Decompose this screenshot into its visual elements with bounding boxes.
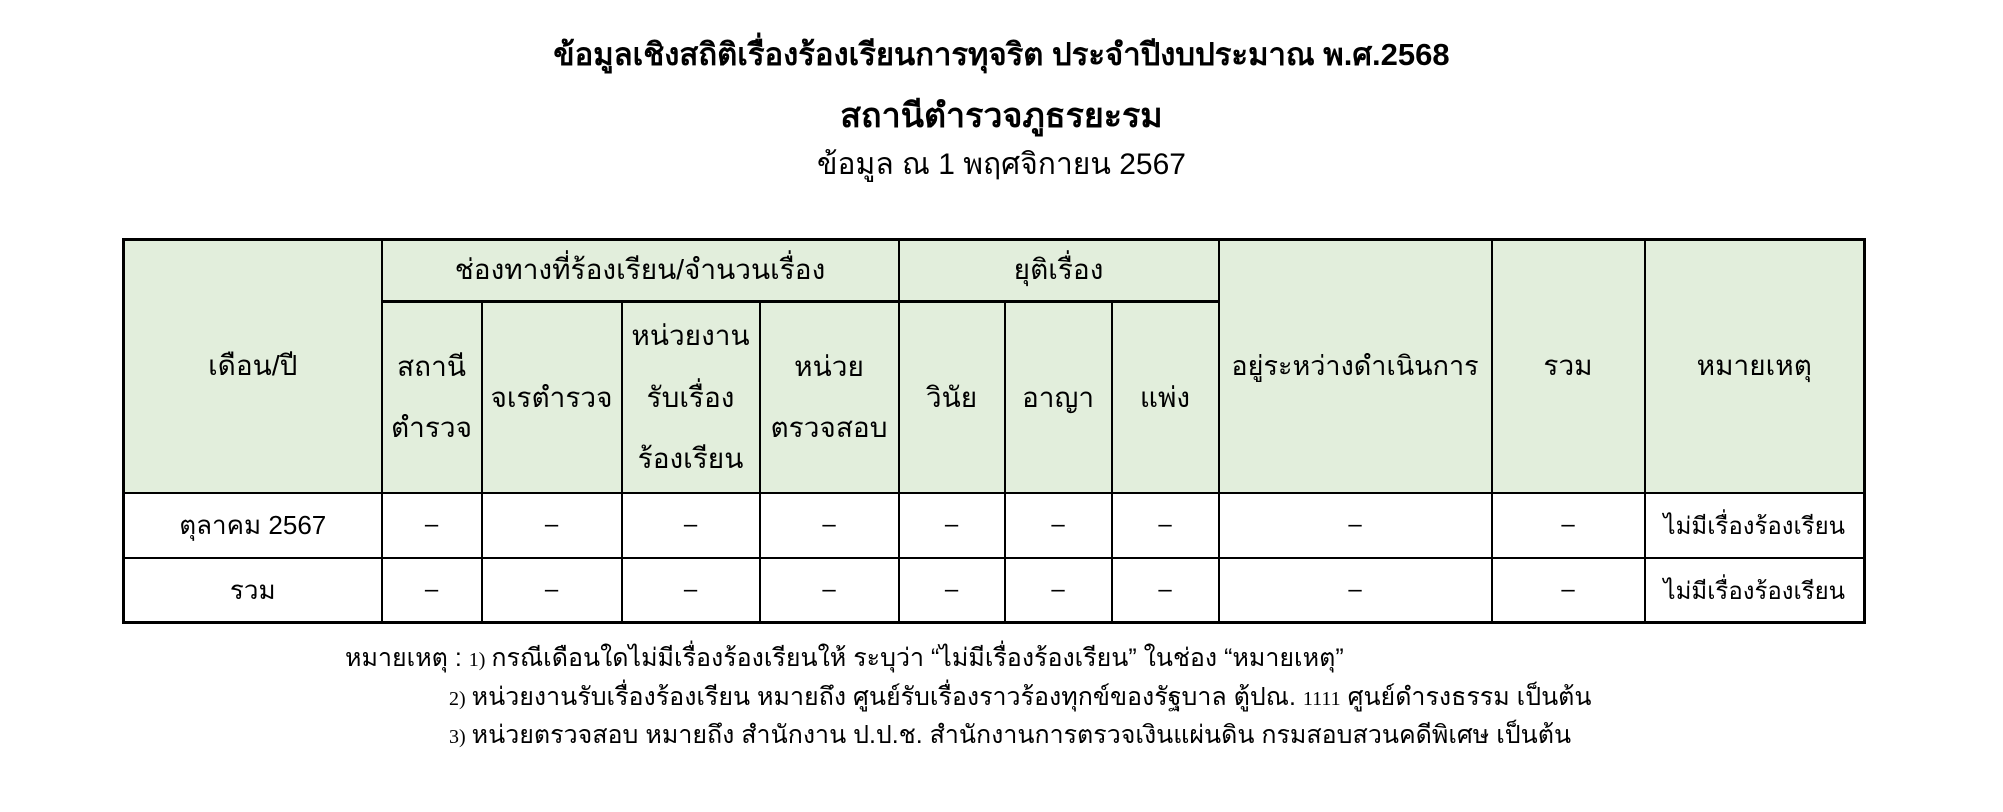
- remark-cell: ไม่มีเรื่องร้องเรียน: [1645, 558, 1865, 623]
- footnote-2-text-pre: หน่วยงานรับเรื่องร้องเรียน หมายถึง ศูนย์รับเรื่องราวร้องทุกข์ของรัฐบาล ตู้ปณ.: [471, 682, 1296, 711]
- footnote-3-number: 3): [449, 726, 466, 748]
- data-as-of-date: ข้อมูล ณ 1 พฤศจิกายน 2567: [817, 148, 1186, 181]
- header-resolved-group: ยุติเรื่อง: [899, 240, 1219, 302]
- complaint-statistics-table: [122, 238, 1866, 624]
- header-in-progress: อยู่ระหว่างดำเนินการ: [1219, 240, 1492, 493]
- table-cell: –: [1492, 493, 1645, 558]
- footnote-2-text-post: ศูนย์ดำรงธรรม เป็นต้น: [1347, 682, 1592, 711]
- footnote-1-number: 1): [468, 649, 486, 671]
- table-cell: –: [1112, 493, 1219, 558]
- footnote-2-po-box-number: 1111: [1302, 687, 1341, 710]
- table-cell: –: [482, 558, 622, 623]
- footnote-2: [449, 684, 1591, 712]
- report-title: ข้อมูลเชิงสถิติเรื่องร้องเรียนการทุจริต ประจำปีงบประมาณ พ.ศ.2568: [553, 37, 1450, 72]
- table-cell: –: [382, 558, 482, 623]
- table-cell: –: [1005, 558, 1112, 623]
- table-cell: –: [1112, 558, 1219, 623]
- table-cell: –: [622, 558, 760, 623]
- table-cell: –: [622, 493, 760, 558]
- header-month-year: เดือน/ปี: [124, 240, 382, 493]
- table-cell: –: [1219, 493, 1492, 558]
- header-channels-group: ช่องทางที่ร้องเรียน/จำนวนเรื่อง: [382, 240, 899, 302]
- header-total: รวม: [1492, 240, 1645, 493]
- table-cell: –: [899, 493, 1005, 558]
- footnote-1: [345, 645, 1591, 673]
- table-row-october-2567: [124, 493, 1865, 558]
- table-row-total: [124, 558, 1865, 623]
- remark-cell: ไม่มีเรื่องร้องเรียน: [1645, 493, 1865, 558]
- header-group-row: [124, 240, 1865, 302]
- footnote-1-text: กรณีเดือนใดไม่มีเรื่องร้องเรียนให้ ระบุว่า “ไม่มีเรื่องร้องเรียน” ในช่อง “หมายเหตุ”: [491, 644, 1344, 672]
- footnote-3: [449, 722, 1591, 750]
- header-civil: แพ่ง: [1112, 302, 1219, 493]
- footnotes-label: หมายเหตุ :: [345, 644, 462, 672]
- header-receiving-agency: หน่วยงาน​รับเรื่อง​ร้องเรียน: [622, 302, 760, 493]
- header-police-station: สถานี​ตำรวจ: [382, 302, 482, 493]
- table-cell: –: [760, 558, 899, 623]
- station-name: สถานีตำรวจภูธรยะรม: [840, 97, 1163, 135]
- table-cell: –: [1219, 558, 1492, 623]
- table-cell: –: [760, 493, 899, 558]
- header-audit-agency: หน่วย​ตรวจสอบ: [760, 302, 899, 493]
- footnote-2-number: 2): [449, 687, 466, 710]
- table-cell: –: [1492, 558, 1645, 623]
- header-remark: หมายเหตุ: [1645, 240, 1865, 493]
- row-label: รวม: [124, 558, 382, 623]
- table-cell: –: [382, 493, 482, 558]
- table-cell: –: [1005, 493, 1112, 558]
- row-label: ตุลาคม 2567: [124, 493, 382, 558]
- header-inspector-general: จเรตำรวจ: [482, 302, 622, 493]
- footnotes: [345, 645, 1591, 761]
- table-cell: –: [482, 493, 622, 558]
- table-cell: –: [899, 558, 1005, 623]
- header-disciplinary: วินัย: [899, 302, 1005, 493]
- header-criminal: อาญา: [1005, 302, 1112, 493]
- footnote-3-text: หน่วยตรวจสอบ หมายถึง สำนักงาน ป.ป.ช. สำนักงานการตรวจเงินแผ่นดิน กรมสอบสวนคดีพิเศษ เป็นต้น: [471, 721, 1572, 749]
